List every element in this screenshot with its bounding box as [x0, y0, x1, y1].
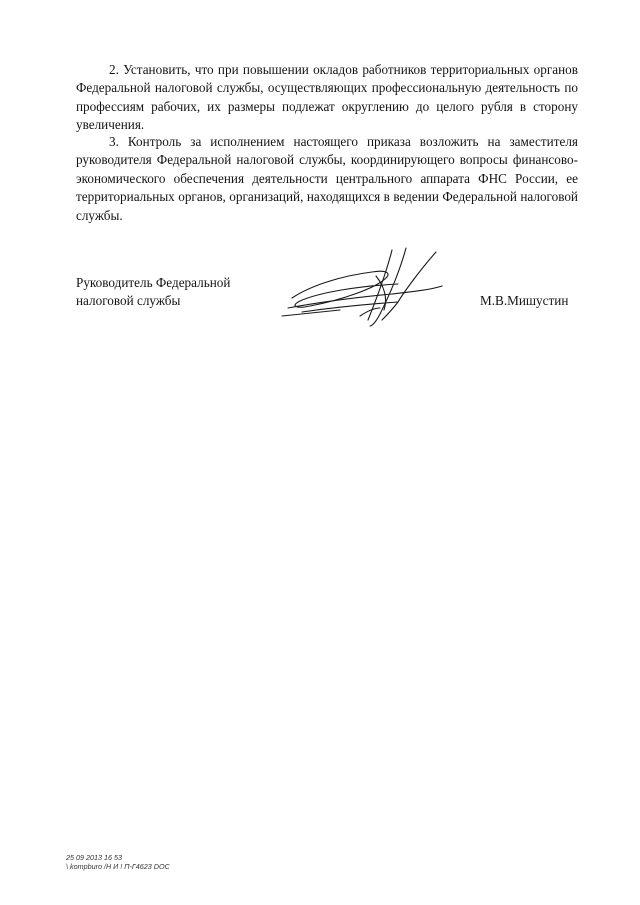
footer-file-reference: \ kompburo /Н И ! П-Г4623 DOC — [66, 862, 170, 871]
paragraph-item-3: 3. Контроль за исполнением настоящего приказа возложить на заместителя руководителя Федеральной налоговой службы, координирующего вопросы финансово-экономического обеспечения деятельности центрального аппарата ФНС России, ее территориальных органов, организаций, находящихся в ведении Федеральной налоговой службы. — [76, 134, 578, 223]
handwritten-signature — [280, 246, 450, 328]
signatory-title-line-2: налоговой службы — [76, 293, 181, 309]
paragraph-item-2: 2. Установить, что при повышении окладов работников территориальных органов Федеральной налоговой службы, осуществляющих профессиональную деятельность по профессиям рабочих, их размеры подлежат округлению до целого рубля в сторону увеличения. — [76, 62, 578, 133]
footer-timestamp: 25 09 2013 16 53 — [66, 853, 122, 862]
signatory-title — [76, 274, 230, 311]
footer-stamp — [66, 853, 170, 871]
signatory-title-line-1: Руководитель Федеральной — [76, 275, 231, 290]
signatory-name: М.В.Мишустин — [480, 293, 569, 308]
